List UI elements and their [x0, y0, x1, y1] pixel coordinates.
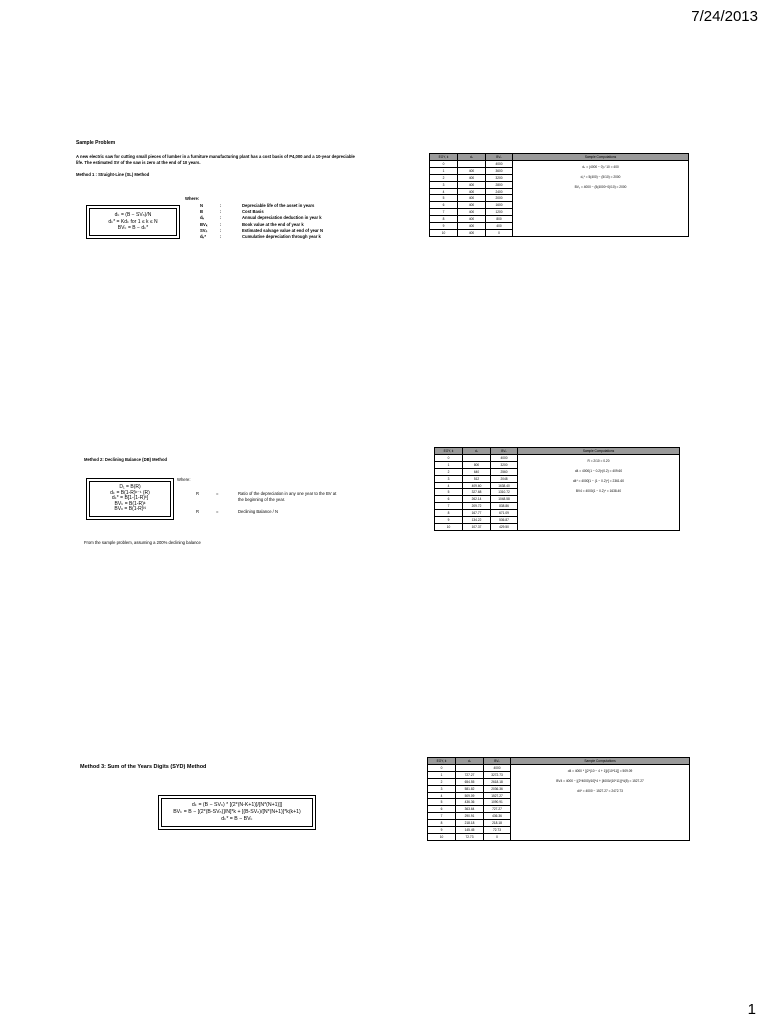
depreciation-cell: 400 — [458, 216, 486, 223]
book-value-cell: 1310.72 — [491, 489, 518, 496]
depreciation-cell: 262.14 — [463, 496, 491, 503]
table-header: dₖ — [456, 758, 484, 765]
book-value-cell: 429.50 — [491, 523, 518, 530]
book-value-cell: 2036.36 — [484, 785, 511, 792]
slide-2-left — [84, 457, 424, 470]
eoy-cell: 1 — [428, 771, 456, 778]
slide-3-left — [80, 764, 420, 778]
table-row — [435, 455, 680, 462]
computation-line: d4* = 4000[1 − (1 − 0.2)⁴] = 2361.60 — [572, 479, 625, 483]
book-value-cell: 671.09 — [491, 510, 518, 517]
eoy-cell: 6 — [428, 806, 456, 813]
book-value-cell: 1600 — [486, 202, 513, 209]
eoy-cell: 2 — [435, 468, 463, 475]
page-date: 7/24/2013 — [691, 8, 758, 25]
note: From the sample problem, assuming a 200% declining balance — [84, 540, 201, 545]
eoy-cell: 3 — [428, 785, 456, 792]
table-header: EOY, k — [428, 758, 456, 765]
depreciation-cell — [456, 765, 484, 772]
depreciation-cell: 218.18 — [456, 820, 484, 827]
syd-computation-table — [427, 757, 690, 841]
where-row: dₖ : Annual depreciation deduction in year k — [200, 215, 322, 221]
where-row — [196, 509, 338, 515]
depreciation-cell: 363.64 — [456, 806, 484, 813]
table-header: BVₖ — [491, 448, 518, 455]
slide-title: Sample Problem — [76, 140, 116, 146]
where-desc: Estimated salvage value at end of year N — [242, 227, 323, 233]
where-eq: = — [216, 509, 219, 515]
where-row: BVₖ : Book value at the end of year k — [200, 221, 304, 227]
book-value-cell: 0 — [486, 229, 513, 236]
where-symbol: dₖ* — [200, 234, 206, 240]
formula-line: dₖ = (B − SVₙ)/N — [114, 212, 152, 218]
depreciation-cell: 400 — [458, 195, 486, 202]
eoy-cell: 9 — [430, 223, 458, 230]
eoy-cell: 5 — [435, 489, 463, 496]
book-value-cell: 3272.73 — [484, 771, 511, 778]
book-value-cell: 4000 — [491, 455, 518, 462]
depreciation-cell: 400 — [458, 209, 486, 216]
where-desc: Declining Balance / N — [238, 509, 279, 515]
depreciation-cell: 107.37 — [463, 523, 491, 530]
table-row — [428, 765, 690, 772]
where-row: B : Cost Basis — [200, 209, 264, 215]
formula-line: dₖ = B(1-R)ᵏ⁻¹ (R) — [110, 489, 150, 496]
depreciation-cell: 145.45 — [456, 827, 484, 834]
table-header: dₖ — [458, 154, 486, 161]
depreciation-cell: 512 — [463, 475, 491, 482]
where-list — [200, 203, 323, 240]
where-desc: Ratio of the depreciation in any one year to the BV at the beginning of the year. — [238, 491, 337, 503]
eoy-cell: 0 — [435, 455, 463, 462]
eoy-cell: 6 — [430, 202, 458, 209]
depreciation-cell: 581.82 — [456, 785, 484, 792]
book-value-cell: 218.18 — [484, 820, 511, 827]
eoy-cell: 10 — [430, 229, 458, 236]
eoy-cell: 3 — [435, 475, 463, 482]
depreciation-cell: 167.77 — [463, 510, 491, 517]
depreciation-cell: 509.09 — [456, 792, 484, 799]
where-row: SVₙ : Estimated salvage value at end of year N — [200, 227, 323, 233]
where-label: Where: — [185, 196, 200, 201]
table-row — [430, 161, 689, 168]
eoy-cell: 8 — [435, 510, 463, 517]
sl-computation-table — [429, 153, 689, 237]
formula-box — [86, 205, 180, 239]
formula-line: dₖ* = Kdₖ for 1 ≤ k ≤ N — [108, 218, 158, 225]
computation-line: d4* = 4000 − 1527.27 = 2472.73 — [577, 789, 623, 793]
eoy-cell: 7 — [430, 209, 458, 216]
book-value-cell: 2618.18 — [484, 778, 511, 785]
book-value-cell: 2048 — [491, 475, 518, 482]
where-row — [196, 491, 338, 503]
depreciation-cell — [463, 455, 491, 462]
book-value-cell: 400 — [486, 223, 513, 230]
formula-box — [86, 478, 174, 520]
where-label: Where: — [177, 477, 191, 482]
depreciation-cell — [458, 161, 486, 168]
depreciation-cell: 209.72 — [463, 503, 491, 510]
eoy-cell: 5 — [428, 799, 456, 806]
method-heading: Method 1 : Straight-Line (SL) Method — [76, 172, 150, 177]
book-value-cell: 2400 — [486, 188, 513, 195]
formula-box — [158, 795, 316, 830]
table-header: BVₖ — [484, 758, 511, 765]
method-heading: Method 3: Sum of the Years Digits (SYD) Method — [80, 764, 207, 770]
eoy-cell: 5 — [430, 195, 458, 202]
book-value-cell: 536.87 — [491, 517, 518, 524]
eoy-cell: 1 — [430, 167, 458, 174]
eoy-cell: 10 — [435, 523, 463, 530]
eoy-cell: 9 — [435, 517, 463, 524]
table-header: dₖ — [463, 448, 491, 455]
sample-computations-cell — [513, 161, 689, 237]
eoy-cell: 4 — [430, 188, 458, 195]
db-computation-table — [434, 447, 680, 531]
sample-computations-cell — [518, 455, 680, 531]
table-header: EOY, k — [435, 448, 463, 455]
where-symbol: BVₖ — [200, 221, 208, 227]
depreciation-cell: 400 — [458, 181, 486, 188]
computation-line: R = 2/10 = 0.20 — [587, 459, 610, 463]
where-symbol: B — [200, 209, 204, 215]
book-value-cell: 4000 — [484, 765, 511, 772]
formula-line: dₖ* = B − BVₖ — [221, 816, 253, 822]
formula-line: BVₖ = B − dₖ* — [117, 225, 149, 231]
sample-computations-cell — [511, 765, 690, 841]
table-header: EOY, k — [430, 154, 458, 161]
slide-1-left — [76, 140, 416, 185]
book-value-cell: 2560 — [491, 468, 518, 475]
book-value-cell: 1090.91 — [484, 799, 511, 806]
depreciation-cell: 654.55 — [456, 778, 484, 785]
eoy-cell: 8 — [430, 216, 458, 223]
where-symbol: R — [196, 491, 200, 496]
eoy-cell: 4 — [435, 482, 463, 489]
problem-statement: A new electric saw for cutting small pieces of lumber in a furniture manufacturing plant has a cost basis of P4,000 and a 10-year depreciable life. The estimated SV of the saw is zero at the end of 10 years. — [76, 154, 355, 165]
page-number: 1 — [747, 1001, 756, 1018]
depreciation-cell: 400 — [458, 174, 486, 181]
where-list — [196, 491, 338, 516]
table-header: Sample Computations — [511, 758, 690, 765]
book-value-cell: 3200 — [486, 174, 513, 181]
book-value-cell: 1638.40 — [491, 482, 518, 489]
computation-line: d4 = 4000 * [(2*(10 − 4 + 1)]/[10*11]] = 509.09 — [567, 769, 633, 773]
eoy-cell: 9 — [428, 827, 456, 834]
book-value-cell: 436.36 — [484, 813, 511, 820]
eoy-cell: 3 — [430, 181, 458, 188]
book-value-cell: 2000 — [486, 195, 513, 202]
eoy-cell: 7 — [428, 813, 456, 820]
where-desc: Annual depreciation deduction in year k — [242, 215, 322, 221]
depreciation-cell: 290.91 — [456, 813, 484, 820]
formula-line: BVₙ = B(1-R)ᴺ — [114, 506, 146, 513]
eoy-cell: 7 — [435, 503, 463, 510]
table-header: Sample Computations — [513, 154, 689, 161]
where-desc: Book value at the end of year k — [242, 221, 304, 227]
where-symbol: dₖ — [200, 215, 205, 221]
depreciation-cell: 327.68 — [463, 489, 491, 496]
where-row: dₖ* : Cumulative depreciation through year k — [200, 234, 321, 240]
depreciation-cell: 400 — [458, 202, 486, 209]
computation-line: BV₅ = 4000 − (5(4000−0)/10) = 2000 — [574, 185, 627, 189]
computation-line: BV4 = 4000 − [(2*4000)/10]*4 + [4000/(10*11)]*4(5) = 1527.27 — [556, 779, 644, 783]
eoy-cell: 1 — [435, 461, 463, 468]
depreciation-cell: 400 — [458, 188, 486, 195]
book-value-cell: 2800 — [486, 181, 513, 188]
formula-line: BVₖ = B − [(2*(B-SVₙ)]/N]*k + [(B-SVₙ)/[N*(N+1)]*k(k+1) — [173, 809, 301, 815]
depreciation-cell: 134.22 — [463, 517, 491, 524]
book-value-cell: 727.27 — [484, 806, 511, 813]
book-value-cell: 800 — [486, 216, 513, 223]
depreciation-cell: 640 — [463, 468, 491, 475]
eoy-cell: 0 — [428, 765, 456, 772]
formula-line: BVₖ = B(1-R)ᵏ — [114, 500, 146, 507]
book-value-cell: 4000 — [486, 161, 513, 168]
where-symbol: R — [196, 509, 200, 515]
book-value-cell: 1200 — [486, 209, 513, 216]
book-value-cell: 838.86 — [491, 503, 518, 510]
book-value-cell: 72.73 — [484, 827, 511, 834]
depreciation-cell: 800 — [463, 461, 491, 468]
method-heading: Method 2: Declining Balance (DB) Method — [84, 457, 168, 462]
depreciation-cell: 436.36 — [456, 799, 484, 806]
book-value-cell: 0 — [484, 833, 511, 840]
book-value-cell: 3600 — [486, 167, 513, 174]
depreciation-cell: 727.27 — [456, 771, 484, 778]
where-symbol: N — [200, 203, 204, 208]
computation-line: d₅* = 5(400) − (5/10) = 2000 — [580, 175, 621, 179]
eoy-cell: 2 — [428, 778, 456, 785]
where-row: N : Depreciable life of the asset in years — [200, 203, 315, 208]
eoy-cell: 0 — [430, 161, 458, 168]
book-value-cell: 1048.58 — [491, 496, 518, 503]
where-desc: Depreciable life of the asset in years — [242, 203, 315, 208]
eoy-cell: 4 — [428, 792, 456, 799]
where-desc: Cumulative depreciation through year k — [242, 234, 321, 240]
where-symbol: SVₙ — [200, 227, 208, 233]
computation-line: d4 = 4000(1 − 0.2)³(0.2) = 409.60 — [574, 469, 623, 473]
table-header: Sample Computations — [518, 448, 680, 455]
depreciation-cell: 400 — [458, 167, 486, 174]
formula-line: D₁ = B(R) — [119, 484, 141, 490]
depreciation-cell: 400 — [458, 229, 486, 236]
where-desc: Cost Basis — [242, 209, 264, 215]
book-value-cell: 3200 — [491, 461, 518, 468]
where-eq: = — [216, 491, 219, 496]
eoy-cell: 8 — [428, 820, 456, 827]
eoy-cell: 6 — [435, 496, 463, 503]
book-value-cell: 1527.27 — [484, 792, 511, 799]
formula-line: dₖ = (B − SVₙ) * [(2*(N-K+1)]/[N*(N+1)]] — [191, 802, 283, 808]
formula-line: dₖ* = B[1-(1-R)ᵏ] — [111, 495, 149, 502]
eoy-cell: 10 — [428, 833, 456, 840]
computation-line: dₖ = (4000 − 0) / 10 = 400 — [582, 165, 619, 169]
table-header: BVₖ — [486, 154, 513, 161]
depreciation-cell: 72.73 — [456, 833, 484, 840]
computation-line: BV4 = 4000(1 − 0.2)⁴ = 1638.40 — [575, 489, 622, 493]
depreciation-cell: 409.60 — [463, 482, 491, 489]
eoy-cell: 2 — [430, 174, 458, 181]
depreciation-cell: 400 — [458, 223, 486, 230]
